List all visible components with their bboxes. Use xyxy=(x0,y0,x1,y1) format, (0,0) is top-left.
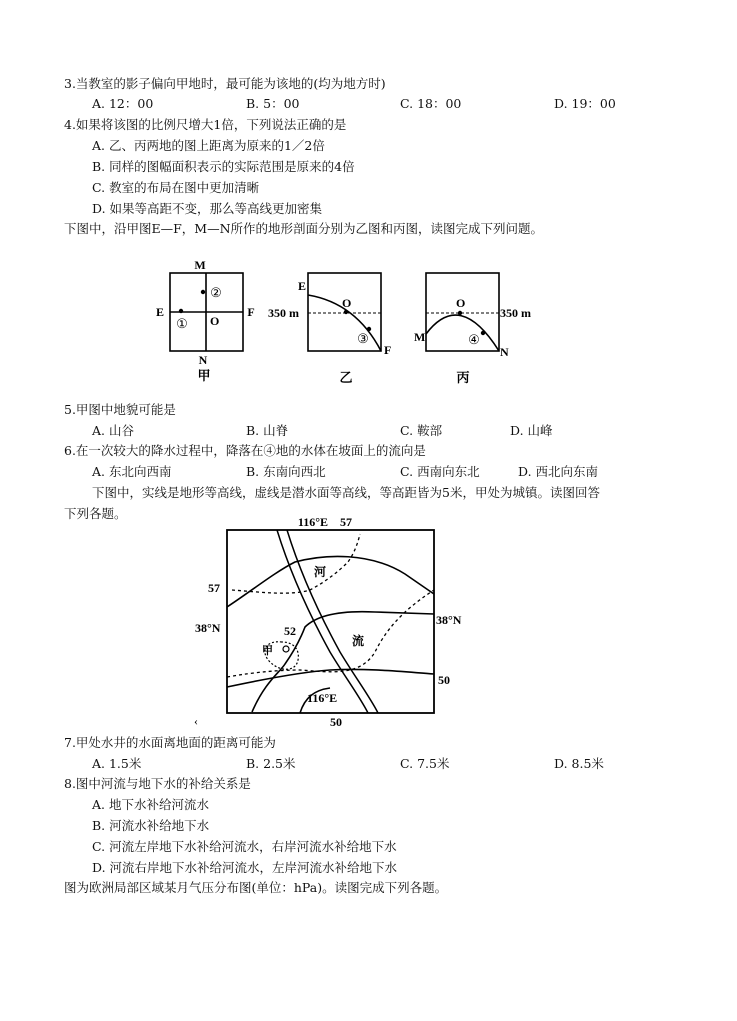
yi-caption: 乙 xyxy=(339,370,353,385)
q6-option-a: A. 东北向西南 xyxy=(92,464,172,479)
figure-jia xyxy=(156,258,255,383)
bing-height-label: 350 m xyxy=(500,306,531,320)
q6-option-b: B. 东南向西北 xyxy=(246,464,326,479)
q5-option-b: B. 山脊 xyxy=(246,423,289,438)
contour-50-bottom: 50 xyxy=(330,715,342,729)
yi-label-f: F xyxy=(384,343,392,357)
pressure-intro: 图为欧洲局部区域某月气压分布图(单位：hPa)。读图完成下列各题。 xyxy=(64,880,448,895)
q8-option-d: D. 河流右岸地下水补给河流水，左岸河流水补给地下水 xyxy=(92,860,398,875)
q5-option-d: D. 山峰 xyxy=(510,423,553,438)
contour-intro-line1: 下图中，实线是地形等高线，虚线是潜水面等高线，等高距皆为5米，甲处为城镇。读图回答 xyxy=(92,485,600,500)
contour-intro-line2: 下列各题。 xyxy=(64,506,127,521)
figure-bing xyxy=(414,273,531,385)
q6-stem: 6.在一次较大的降水过程中，降落在④地的水体在坡面上的流向是 xyxy=(64,443,426,458)
q7-option-d: D. 8.5米 xyxy=(554,756,604,771)
jia-label-n: N xyxy=(198,353,208,367)
q5-option-a: A. 山谷 xyxy=(92,423,134,438)
jia-label-o: O xyxy=(210,314,220,328)
lon-label-bottom: 116°E xyxy=(307,691,338,705)
q4-option-c: C. 教室的布局在图中更加清晰 xyxy=(92,180,260,195)
river-label-2: 流 xyxy=(352,634,365,648)
yi-point-3: ③ xyxy=(357,331,369,346)
jia-label-e: E xyxy=(155,305,165,319)
profile-figure xyxy=(150,255,550,390)
jia-point-1: ① xyxy=(176,316,188,331)
jia-point-2: ② xyxy=(210,285,222,300)
q8-option-c: C. 河流左岸地下水补给河流水，右岸河流水补给地下水 xyxy=(92,839,397,854)
contour-50-right: 50 xyxy=(438,673,450,687)
lat-label-right: 38°N xyxy=(436,613,462,627)
q6-option-d: D. 西北向东南 xyxy=(518,464,599,479)
contour-map xyxy=(190,512,480,732)
q3-stem: 3.当教室的影子偏向甲地时，最可能为该地的(均为地方时) xyxy=(64,76,386,91)
contour-57-top: 57 xyxy=(340,515,352,529)
bing-label-o: O xyxy=(456,296,466,310)
q7-option-c: C. 7.5米 xyxy=(400,756,450,771)
contour-57-left: 57 xyxy=(208,581,220,595)
q7-option-a: A. 1.5米 xyxy=(92,756,142,771)
q4-option-d: D. 如果等高距不变，那么等高线更加密集 xyxy=(92,201,323,216)
q8-option-b: B. 河流水补给地下水 xyxy=(92,818,210,833)
q7-stem: 7.甲处水井的水面离地面的距离可能为 xyxy=(64,735,276,750)
q3-option-c: C. 18：00 xyxy=(400,96,462,111)
q8-stem: 8.图中河流与地下水的补给关系是 xyxy=(64,776,251,791)
q4-stem: 4.如果将该图的比例尺增大1倍，下列说法正确的是 xyxy=(64,117,347,132)
yi-label-o: O xyxy=(342,296,352,310)
river-label-1: 河 xyxy=(314,565,327,579)
q8-option-a: A. 地下水补给河流水 xyxy=(92,797,209,812)
profile-intro: 下图中，沿甲图E—F，M—N所作的地形剖面分别为乙图和丙图，读图完成下列问题。 xyxy=(64,221,544,236)
bing-point-4: ④ xyxy=(468,332,480,347)
q3-option-d: D. 19：00 xyxy=(554,96,616,111)
yi-label-e: E xyxy=(298,279,307,293)
bing-caption: 丙 xyxy=(456,370,470,385)
stray-mark: ‹ xyxy=(194,714,198,728)
q6-option-c: C. 西南向东北 xyxy=(400,464,480,479)
bing-label-n: N xyxy=(500,345,509,359)
q7-option-b: B. 2.5米 xyxy=(246,756,296,771)
jia-label-f: F xyxy=(247,305,255,319)
contour-52: 52 xyxy=(284,624,296,638)
q5-stem: 5.甲图中地貌可能是 xyxy=(64,402,176,417)
q4-option-b: B. 同样的图幅面积表示的实际范围是原来的4倍 xyxy=(92,159,355,174)
q4-option-a: A. 乙、丙两地的图上距离为原来的1／2倍 xyxy=(92,138,325,153)
jia-label-m: M xyxy=(194,258,206,272)
q5-option-c: C. 鞍部 xyxy=(400,423,443,438)
bing-label-m: M xyxy=(414,330,426,344)
jia-caption: 甲 xyxy=(197,368,211,383)
q3-option-b: B. 5：00 xyxy=(246,96,300,111)
q3-option-a: A. 12：00 xyxy=(92,96,154,111)
figure-yi xyxy=(268,273,391,385)
yi-height-label: 350 m xyxy=(268,306,299,320)
lat-label-left: 38°N xyxy=(195,621,221,635)
town-label: 甲 xyxy=(262,645,273,657)
lon-label-top: 116°E xyxy=(297,515,328,529)
